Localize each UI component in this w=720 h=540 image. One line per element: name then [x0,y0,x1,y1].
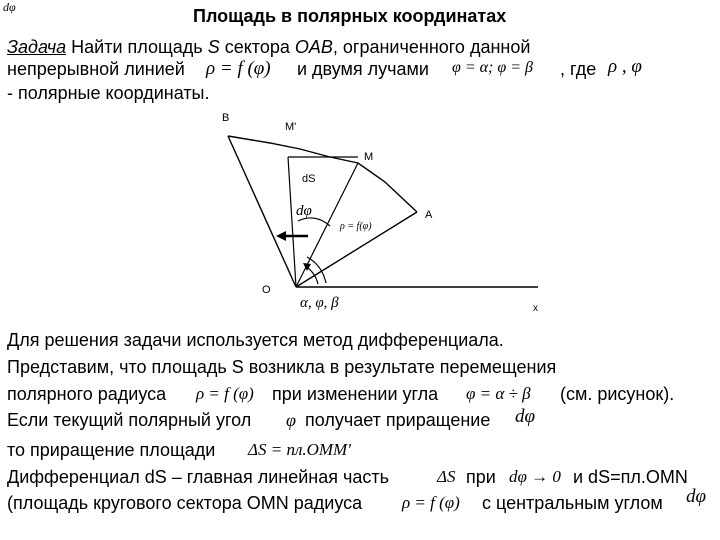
label-dS: dS [302,173,316,185]
label-A: A [425,209,433,221]
formula-rho-p3: ρ = f (φ) [196,384,254,403]
label-M-prime: M' [285,121,297,133]
intro-text: сектора [219,37,295,57]
body-p3-text-c: (см. рисунок). [560,384,675,404]
task-label: Задача [7,37,67,57]
page-title: Площадь в полярных координатах [193,6,507,26]
label-angles: α, φ, β [300,295,339,311]
formula-rho-p7: ρ = f (φ) [402,493,460,512]
body-paragraph-2: Представим, что площадь S возникла в результате перемещения [7,357,557,377]
body-p6-text-b: при [466,467,496,487]
body-p7-text-b: с центральным углом [482,493,663,513]
body-p6-text-c: и dS=пл.OMN [573,467,688,487]
body-p4-text-a: Если текущий полярный угол [7,410,252,430]
intro-text: Найти площадь [66,37,208,57]
intro-text: , ограниченного данной [332,37,531,57]
body-p6-text-a: Дифференциал dS – главная линейная часть [7,467,389,487]
ray-OM-prime [288,157,296,287]
intro-line-2-text-a: непрерывной линией [7,59,185,79]
formula-limit: dφ → 0 [509,467,561,486]
label-x: x [533,303,538,314]
label-B: B [222,112,230,124]
intro-line-3: - полярные координаты. [7,83,210,103]
intro-line-2-text-c: , где [560,59,597,79]
label-O: O [262,284,271,296]
corner-dphi-symbol: dφ [3,0,16,14]
dphi-arc [298,218,330,226]
area-symbol: S [207,37,220,57]
formula-delta-S-p6: ΔS [437,467,456,486]
body-p3-text-a: полярного радиуса [7,384,167,404]
formula-rays: φ = α; φ = β [452,59,533,76]
rotation-arrow-head [276,231,286,241]
label-M: M [364,151,374,163]
body-p3-text-b: при изменении угла [272,384,439,404]
label-dphi: dφ [296,203,312,219]
formula-vars: ρ , φ [608,56,642,77]
formula-angle-range: φ = α ÷ β [466,384,531,403]
intro-line-2-text-b: и двумя лучами [297,59,429,79]
formula-phi: φ [286,410,296,430]
formula-dphi-p7: dφ [686,486,707,507]
formula-dphi-p4: dφ [515,406,536,427]
ray-OB [228,136,296,287]
body-p5-text-a: то приращение площади [7,440,216,460]
sector-name: OAB [294,37,333,57]
body-p4-text-b: получает приращение [305,410,491,430]
label-curve-eq: ρ = f(φ) [340,221,372,232]
body-paragraph-1: Для решения задачи используется метод дифференциала. [7,330,504,350]
body-p7-text-a: (площадь кругового сектора OMN радиуса [7,493,363,513]
formula-rho-intro: ρ = f (φ) [206,58,271,79]
formula-delta-S: ΔS = пл.OMM' [248,440,351,459]
